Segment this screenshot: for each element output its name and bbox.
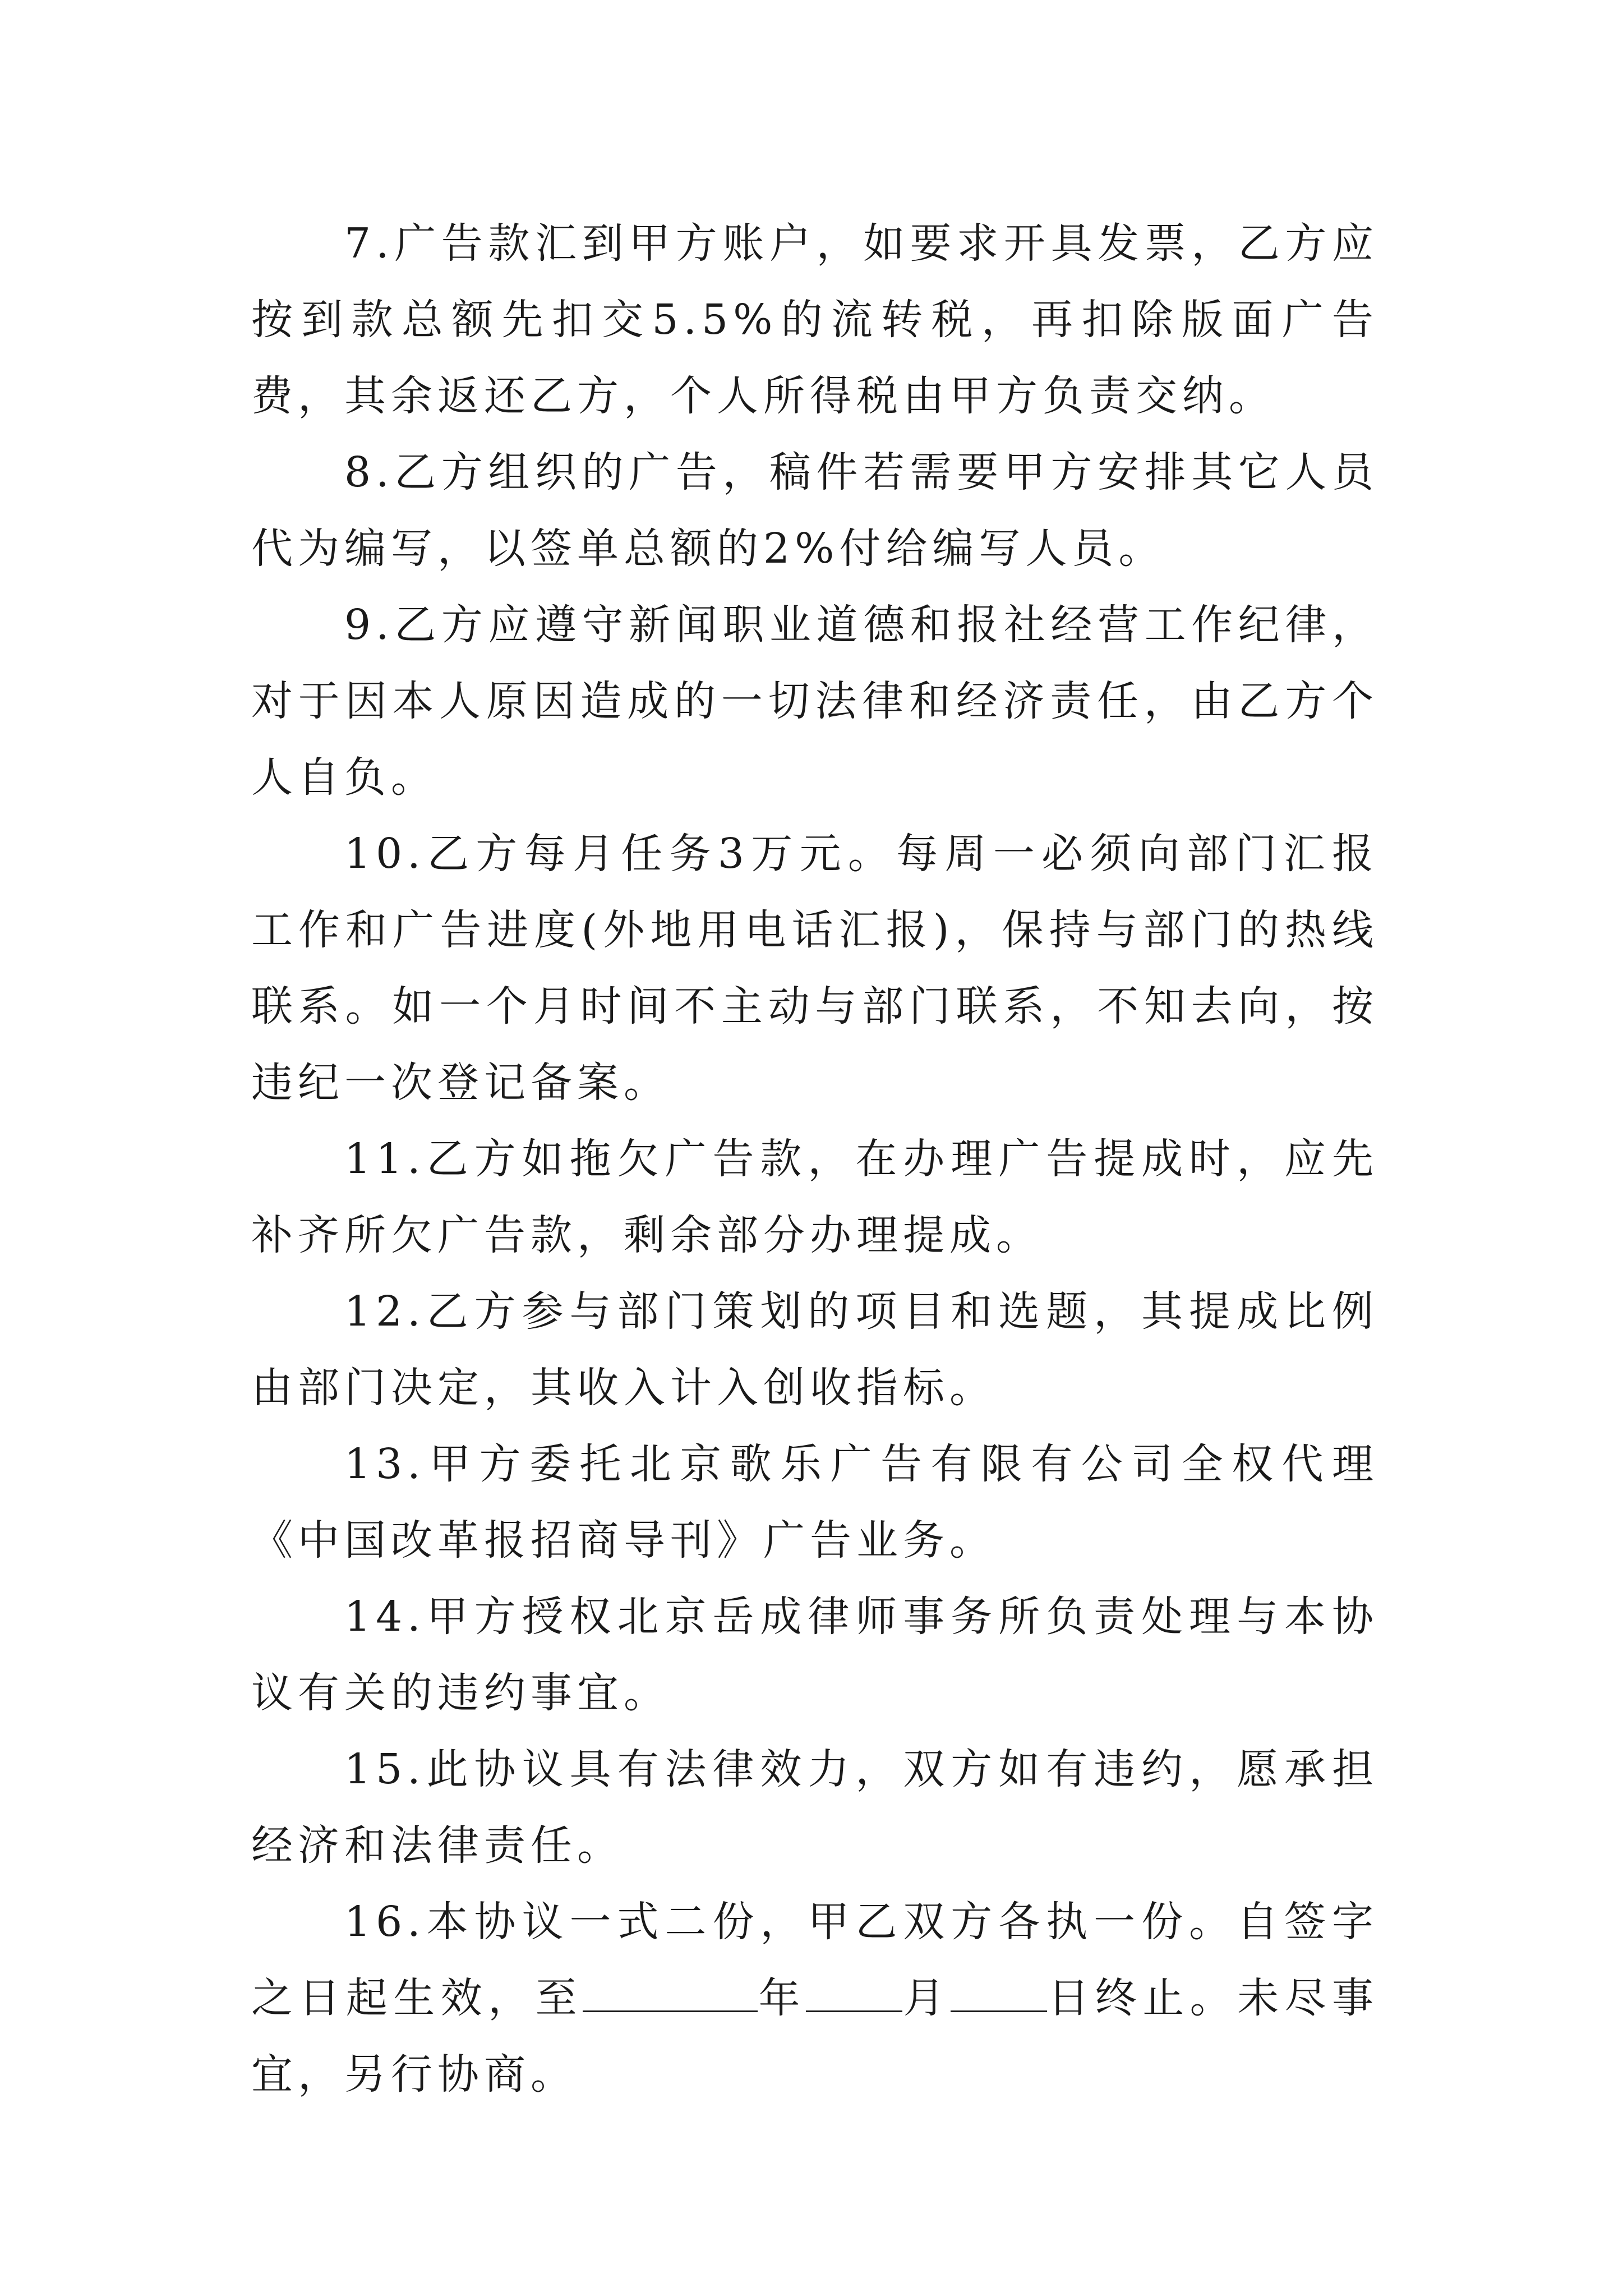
clause-16-text-start: 16.本协议一式二份，甲乙双方各执一份。自签字之日起生效，至: [251, 1898, 1378, 2022]
clause-10: 10.乙方每月任务3万元。每周一必须向部门汇报工作和广告进度(外地用电话汇报)，保持与部门的热线联系。如一个月时间不主动与部门联系，不知去向，按违纪一次登记备案。: [251, 830, 1378, 1107]
clause-8: 8.乙方组织的广告，稿件若需要甲方安排其它人员代为编写，以签单总额的2%付给编写人员。: [251, 448, 1378, 573]
month-label: 月: [902, 1974, 951, 2022]
clause-12: 12.乙方参与部门策划的项目和选题，其提成比例由部门决定，其收入计入创收指标。: [251, 1287, 1378, 1412]
clause-16: [251, 1884, 1378, 2113]
month-blank: [806, 1975, 902, 2012]
clause-7: 7.广告款汇到甲方账户，如要求开具发票，乙方应按到款总额先扣交5.5%的流转税，再扣除版面广告费，其余返还乙方，个人所得税由甲方负责交纳。: [251, 219, 1378, 420]
document-body: [251, 205, 1378, 2113]
year-blank: [583, 1975, 758, 2012]
clause-14: 14.甲方授权北京岳成律师事务所负责处理与本协议有关的违约事宜。: [251, 1593, 1378, 1717]
clause-11: 11.乙方如拖欠广告款，在办理广告提成时，应先补齐所欠广告款，剩余部分办理提成。: [251, 1135, 1378, 1259]
clause-16-text-end: 日终止。未尽事宜，另行协商。: [251, 1974, 1379, 2099]
clause-9: 9.乙方应遵守新闻职业道德和报社经营工作纪律，对于因本人原因造成的一切法律和经济责任，由乙方个人自负。: [251, 601, 1378, 802]
clause-13: 13.甲方委托北京歌乐广告有限有公司全权代理《中国改革报招商导刊》广告业务。: [251, 1440, 1378, 1565]
day-blank: [951, 1975, 1047, 2012]
year-label: 年: [758, 1974, 806, 2022]
clause-15: 15.此协议具有法律效力，双方如有违约，愿承担经济和法律责任。: [251, 1745, 1378, 1870]
